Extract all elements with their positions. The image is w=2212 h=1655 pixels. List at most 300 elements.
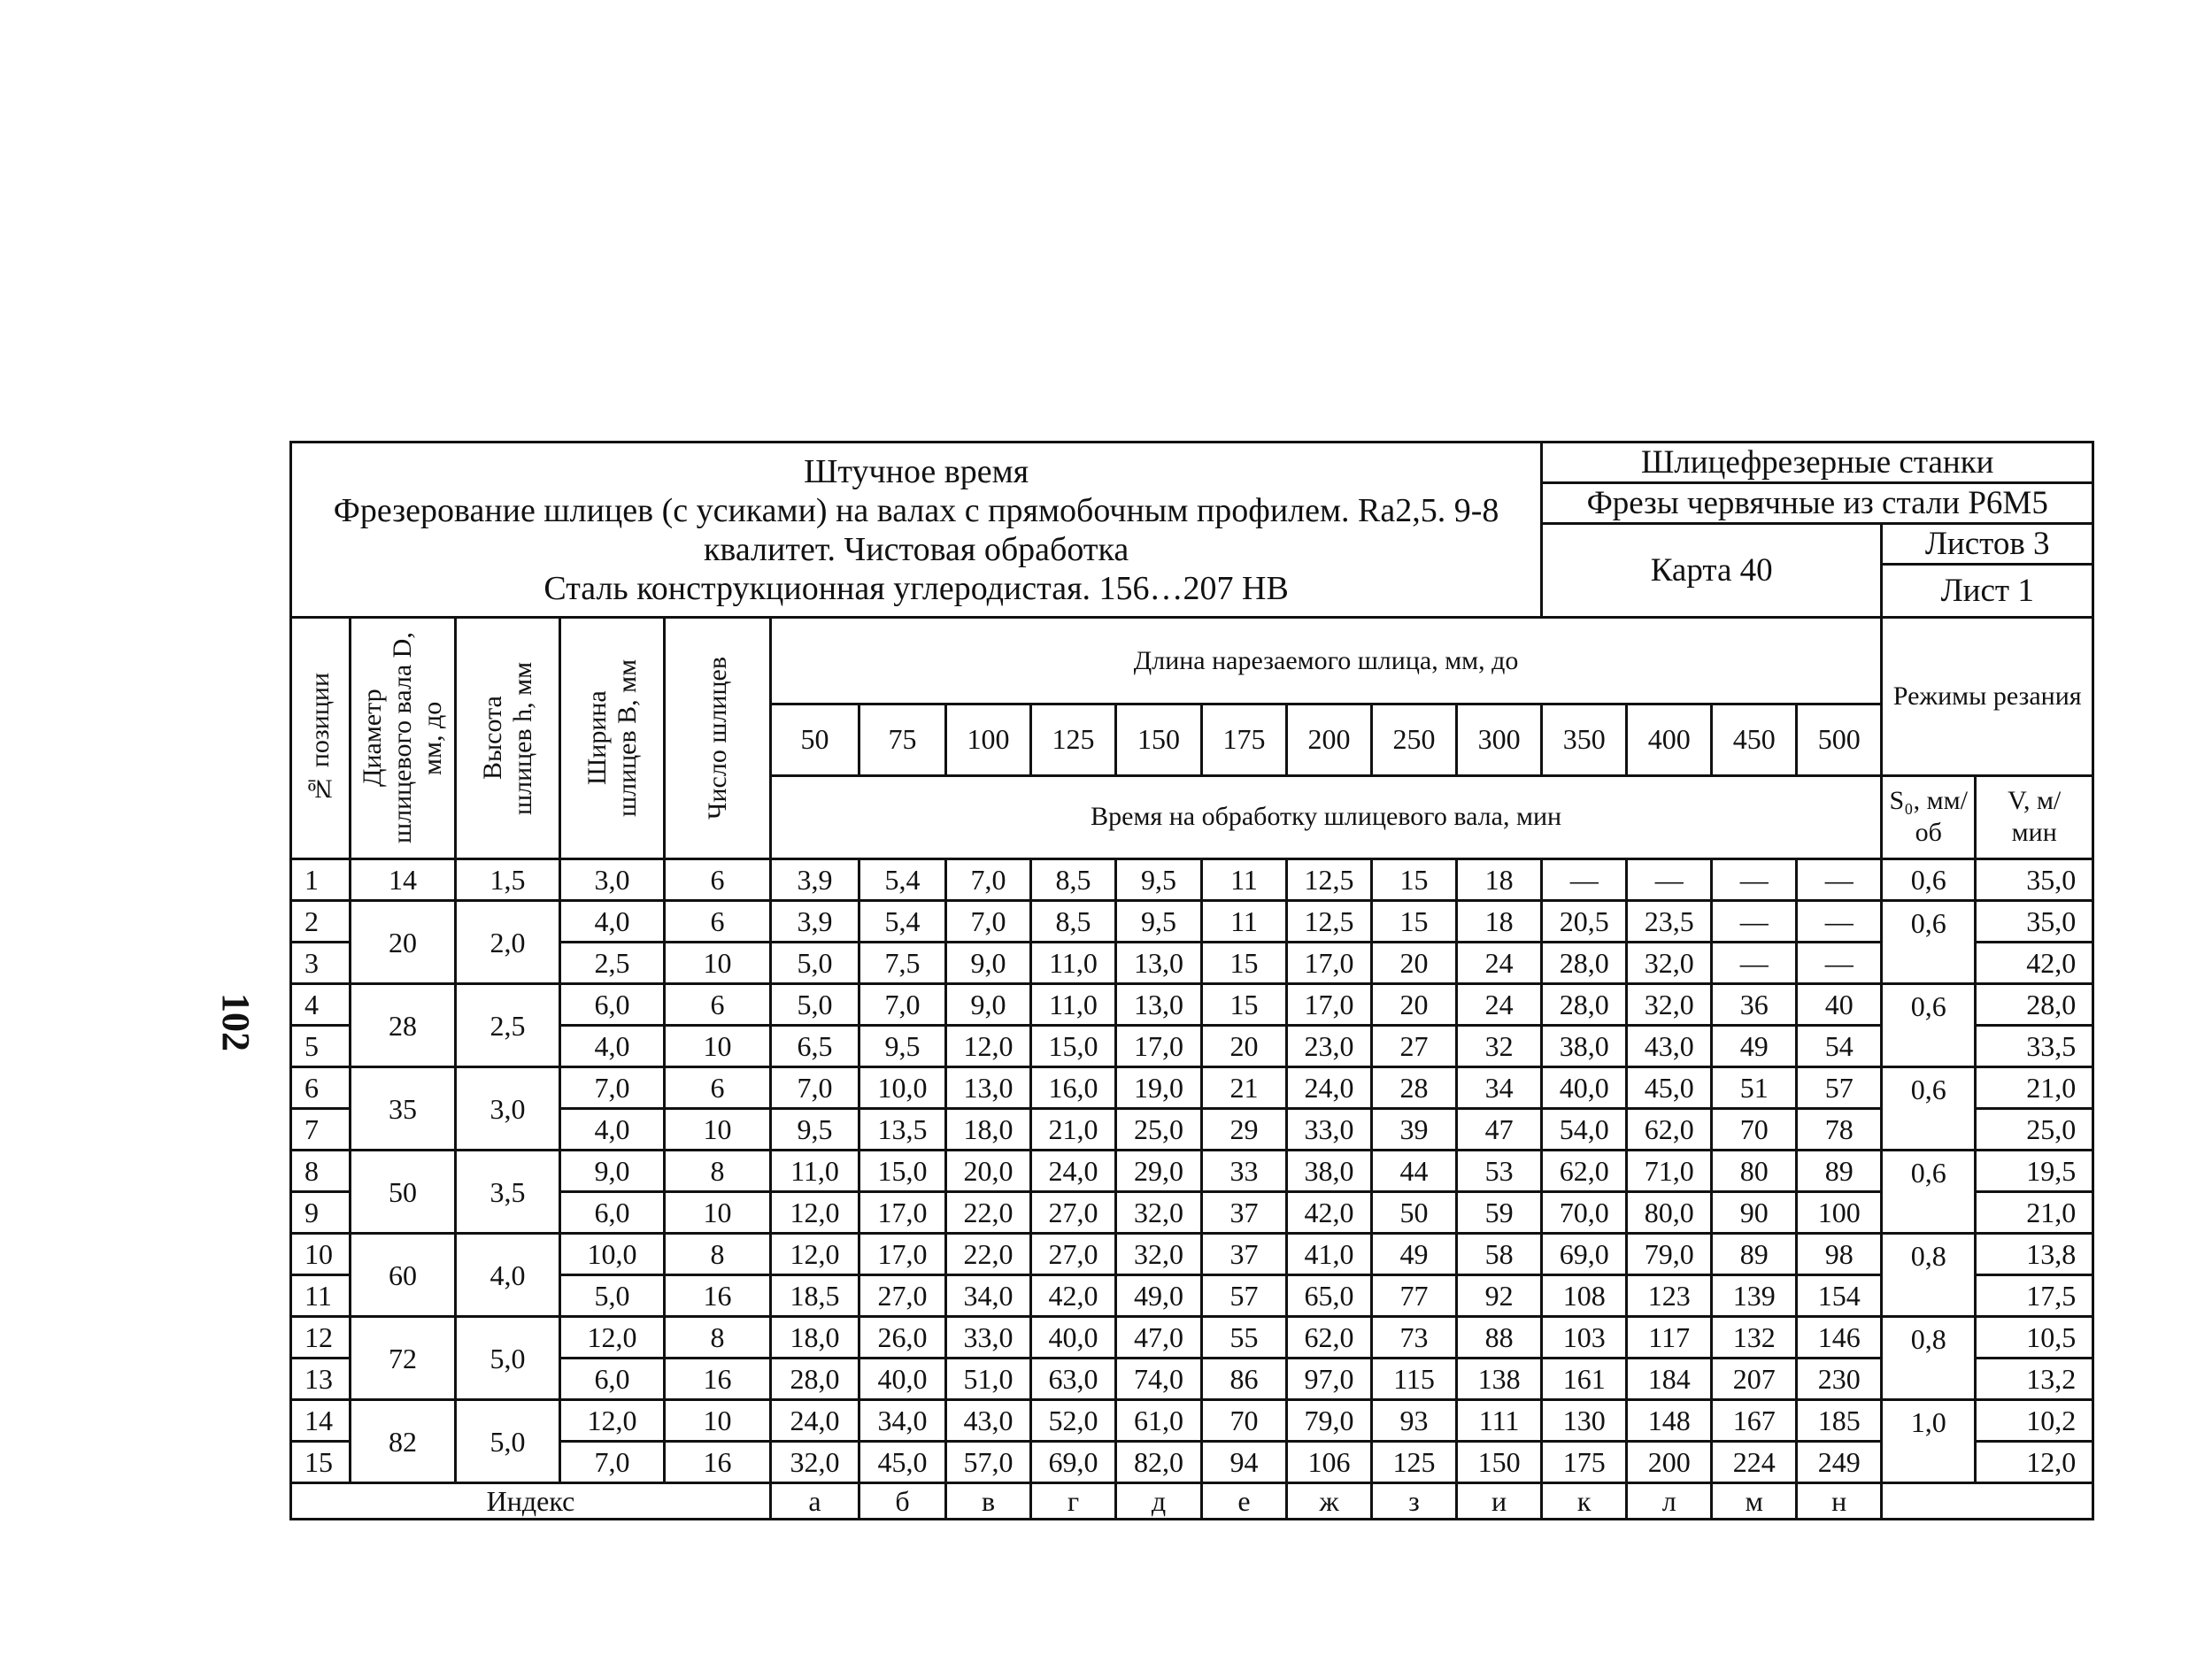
time-cell: 12,5 <box>1287 859 1372 901</box>
position-cell: 11 <box>291 1275 351 1317</box>
time-cell: 138 <box>1457 1359 1542 1400</box>
time-cell: 3,9 <box>771 901 859 943</box>
title-line-1: Штучное время <box>804 452 1029 490</box>
length-value: 250 <box>1372 704 1457 776</box>
time-cell: — <box>1712 943 1797 984</box>
feed-cell: 0,6 <box>1882 1151 1976 1234</box>
time-cell: 7,0 <box>946 859 1031 901</box>
time-cell: 44 <box>1372 1151 1457 1192</box>
card-title-block <box>291 443 1542 618</box>
time-cell: 11,0 <box>771 1151 859 1192</box>
feed-cell: 0,6 <box>1882 1067 1976 1151</box>
time-cell: 15 <box>1202 984 1287 1026</box>
length-value: 500 <box>1797 704 1882 776</box>
time-cell: 43,0 <box>1627 1026 1712 1067</box>
time-cell: 18,5 <box>771 1275 859 1317</box>
time-cell: 54 <box>1797 1026 1882 1067</box>
time-cell: 79,0 <box>1287 1400 1372 1442</box>
table-row <box>291 1359 2093 1400</box>
diameter-cell: 50 <box>351 1151 456 1234</box>
time-cell: 97,0 <box>1287 1359 1372 1400</box>
time-cell: 92 <box>1457 1275 1542 1317</box>
time-cell: 28,0 <box>1542 984 1627 1026</box>
time-cell: 49 <box>1712 1026 1797 1067</box>
table-row <box>291 1317 2093 1359</box>
position-cell: 12 <box>291 1317 351 1359</box>
time-cell: 45,0 <box>1627 1067 1712 1109</box>
time-cell: 24 <box>1457 984 1542 1026</box>
time-cell: 37 <box>1202 1192 1287 1234</box>
time-cell: 32,0 <box>1627 984 1712 1026</box>
time-cell: 28 <box>1372 1067 1457 1109</box>
table-row <box>291 984 2093 1026</box>
time-cell: 63,0 <box>1031 1359 1116 1400</box>
time-cell: 22,0 <box>946 1234 1031 1275</box>
height-cell: 2,0 <box>456 901 560 984</box>
time-cell: 5,4 <box>859 901 946 943</box>
table-row <box>291 1151 2093 1192</box>
time-cell: 23,0 <box>1287 1026 1372 1067</box>
time-cell: 36 <box>1712 984 1797 1026</box>
time-cell: 82,0 <box>1116 1442 1202 1483</box>
count-cell: 6 <box>665 901 771 943</box>
time-cell: 93 <box>1372 1400 1457 1442</box>
index-empty-cell <box>1882 1483 2093 1520</box>
speed-cell: 17,5 <box>1976 1275 2093 1317</box>
count-cell: 8 <box>665 1317 771 1359</box>
time-cell: 7,0 <box>771 1067 859 1109</box>
time-cell: 20,0 <box>946 1151 1031 1192</box>
time-cell: 54,0 <box>1542 1109 1627 1151</box>
time-cell: 3,9 <box>771 859 859 901</box>
col-position-header <box>291 618 351 859</box>
index-letter: а <box>771 1483 859 1520</box>
time-cell: 154 <box>1797 1275 1882 1317</box>
count-cell: 8 <box>665 1151 771 1192</box>
time-cell: — <box>1797 901 1882 943</box>
time-cell: 12,0 <box>771 1192 859 1234</box>
width-cell: 10,0 <box>560 1234 665 1275</box>
length-value: 125 <box>1031 704 1116 776</box>
time-cell: 103 <box>1542 1317 1627 1359</box>
time-cell: 78 <box>1797 1109 1882 1151</box>
time-cell: 20,5 <box>1542 901 1627 943</box>
length-value: 200 <box>1287 704 1372 776</box>
width-cell: 4,0 <box>560 1026 665 1067</box>
count-cell: 16 <box>665 1275 771 1317</box>
time-cell: 16,0 <box>1031 1067 1116 1109</box>
time-cell: 108 <box>1542 1275 1627 1317</box>
time-cell: 9,5 <box>771 1109 859 1151</box>
index-letter: к <box>1542 1483 1627 1520</box>
col-height-label: Высота шлицев h, мм <box>477 661 537 815</box>
width-cell: 6,0 <box>560 1359 665 1400</box>
time-cell: 70 <box>1712 1109 1797 1151</box>
table-row <box>291 1109 2093 1151</box>
width-cell: 4,0 <box>560 901 665 943</box>
length-value: 300 <box>1457 704 1542 776</box>
index-letter: в <box>946 1483 1031 1520</box>
table-row <box>291 1400 2093 1442</box>
time-cell: 40,0 <box>1542 1067 1627 1109</box>
length-value: 100 <box>946 704 1031 776</box>
time-cell: — <box>1797 943 1882 984</box>
col-count-label: Число шлицев <box>702 657 732 820</box>
count-cell: 10 <box>665 1192 771 1234</box>
time-cell: 47 <box>1457 1109 1542 1151</box>
time-cell: 62,0 <box>1627 1109 1712 1151</box>
time-cell: 32,0 <box>771 1442 859 1483</box>
time-cell: — <box>1627 859 1712 901</box>
width-cell: 7,0 <box>560 1067 665 1109</box>
speed-cell: 10,5 <box>1976 1317 2093 1359</box>
time-cell: 7,5 <box>859 943 946 984</box>
time-cell: 11 <box>1202 901 1287 943</box>
time-cell: 80 <box>1712 1151 1797 1192</box>
length-value: 450 <box>1712 704 1797 776</box>
time-cell: 27 <box>1372 1026 1457 1067</box>
time-cell: 20 <box>1202 1026 1287 1067</box>
index-label: Индекс <box>291 1483 771 1520</box>
time-cell: 11,0 <box>1031 984 1116 1026</box>
time-cell: 90 <box>1712 1192 1797 1234</box>
time-cell: 23,5 <box>1627 901 1712 943</box>
time-cell: 13,0 <box>946 1067 1031 1109</box>
speed-cell: 21,0 <box>1976 1067 2093 1109</box>
time-cell: 41,0 <box>1287 1234 1372 1275</box>
table-row <box>291 1026 2093 1067</box>
length-value: 175 <box>1202 704 1287 776</box>
time-cell: 40 <box>1797 984 1882 1026</box>
speed-cell: 35,0 <box>1976 901 2093 943</box>
time-cell: 51 <box>1712 1067 1797 1109</box>
count-cell: 8 <box>665 1234 771 1275</box>
time-cell: 9,0 <box>946 984 1031 1026</box>
position-cell: 9 <box>291 1192 351 1234</box>
time-cell: 52,0 <box>1031 1400 1116 1442</box>
time-cell: 17,0 <box>1287 943 1372 984</box>
time-cell: 17,0 <box>859 1192 946 1234</box>
index-letter: л <box>1627 1483 1712 1520</box>
feed-cell: 0,6 <box>1882 859 1976 901</box>
index-letter: г <box>1031 1483 1116 1520</box>
table-row <box>291 901 2093 943</box>
time-cell: 17,0 <box>1287 984 1372 1026</box>
time-cell: 9,5 <box>859 1026 946 1067</box>
time-cell: 7,0 <box>946 901 1031 943</box>
table-row <box>291 1275 2093 1317</box>
time-cell: 29 <box>1202 1109 1287 1151</box>
table-row <box>291 1067 2093 1109</box>
width-cell: 5,0 <box>560 1275 665 1317</box>
time-cell: 130 <box>1542 1400 1627 1442</box>
time-cell: 28,0 <box>771 1359 859 1400</box>
time-cell: 33,0 <box>1287 1109 1372 1151</box>
time-cell: 53 <box>1457 1151 1542 1192</box>
position-cell: 4 <box>291 984 351 1026</box>
time-cell: 57 <box>1202 1275 1287 1317</box>
count-cell: 16 <box>665 1359 771 1400</box>
count-cell: 10 <box>665 1109 771 1151</box>
width-cell: 6,0 <box>560 984 665 1026</box>
time-cell: 32 <box>1457 1026 1542 1067</box>
length-value: 50 <box>771 704 859 776</box>
time-cell: 9,5 <box>1116 901 1202 943</box>
time-cell: 12,0 <box>946 1026 1031 1067</box>
time-cell: 40,0 <box>1031 1317 1116 1359</box>
diameter-cell: 20 <box>351 901 456 984</box>
time-cell: 42,0 <box>1287 1192 1372 1234</box>
position-cell: 2 <box>291 901 351 943</box>
diameter-cell: 82 <box>351 1400 456 1483</box>
time-cell: 24,0 <box>771 1400 859 1442</box>
card-number: Карта 40 <box>1542 524 1882 618</box>
diameter-cell: 14 <box>351 859 456 901</box>
index-letter: ж <box>1287 1483 1372 1520</box>
position-cell: 1 <box>291 859 351 901</box>
time-cell: 161 <box>1542 1359 1627 1400</box>
table-row <box>291 1192 2093 1234</box>
time-cell: 17,0 <box>1116 1026 1202 1067</box>
sheets-total: Листов 3 <box>1882 524 2093 565</box>
time-cell: 9,0 <box>946 943 1031 984</box>
feed-header: S₀, мм/об <box>1882 775 1976 858</box>
time-cell: 59 <box>1457 1192 1542 1234</box>
speed-cell: 35,0 <box>1976 859 2093 901</box>
time-cell: 88 <box>1457 1317 1542 1359</box>
count-cell: 10 <box>665 1026 771 1067</box>
position-cell: 15 <box>291 1442 351 1483</box>
time-cell: 43,0 <box>946 1400 1031 1442</box>
time-cell: 185 <box>1797 1400 1882 1442</box>
time-cell: 5,0 <box>771 984 859 1026</box>
count-cell: 6 <box>665 1067 771 1109</box>
width-cell: 12,0 <box>560 1317 665 1359</box>
time-cell: 61,0 <box>1116 1400 1202 1442</box>
index-letter: н <box>1797 1483 1882 1520</box>
time-cell: 10,0 <box>859 1067 946 1109</box>
time-cell: 98 <box>1797 1234 1882 1275</box>
time-cell: 47,0 <box>1116 1317 1202 1359</box>
speed-cell: 10,2 <box>1976 1400 2093 1442</box>
speed-cell: 19,5 <box>1976 1151 2093 1192</box>
time-cell: 146 <box>1797 1317 1882 1359</box>
time-cell: — <box>1712 859 1797 901</box>
time-cell: 32,0 <box>1116 1192 1202 1234</box>
table-row <box>291 1234 2093 1275</box>
time-cell: 50 <box>1372 1192 1457 1234</box>
time-cell: 184 <box>1627 1359 1712 1400</box>
feed-cell: 0,8 <box>1882 1234 1976 1317</box>
time-cell: 19,0 <box>1116 1067 1202 1109</box>
page-number: 102 <box>214 993 258 1051</box>
time-cell: 94 <box>1202 1442 1287 1483</box>
time-cell: 207 <box>1712 1359 1797 1400</box>
speed-cell: 12,0 <box>1976 1442 2093 1483</box>
time-cell: 9,5 <box>1116 859 1202 901</box>
time-cell: 20 <box>1372 984 1457 1026</box>
position-cell: 5 <box>291 1026 351 1067</box>
time-cell: 13,0 <box>1116 984 1202 1026</box>
time-cell: 12,0 <box>771 1234 859 1275</box>
machine-type: Шлицефрезерные станки <box>1542 443 2093 483</box>
position-cell: 8 <box>291 1151 351 1192</box>
count-cell: 16 <box>665 1442 771 1483</box>
time-cell: 32,0 <box>1627 943 1712 984</box>
time-cell: 15 <box>1202 943 1287 984</box>
col-diameter-label: Диаметр шлицевого вала D, мм, до <box>358 632 447 844</box>
time-cell: 86 <box>1202 1359 1287 1400</box>
time-header: Время на обработку шлицевого вала, мин <box>771 775 1882 858</box>
time-cell: 73 <box>1372 1317 1457 1359</box>
time-cell: 5,0 <box>771 943 859 984</box>
index-letter: д <box>1116 1483 1202 1520</box>
time-cell: 21 <box>1202 1067 1287 1109</box>
index-letter: и <box>1457 1483 1542 1520</box>
height-cell: 5,0 <box>456 1317 560 1400</box>
diameter-cell: 72 <box>351 1317 456 1400</box>
length-value: 150 <box>1116 704 1202 776</box>
height-cell: 1,5 <box>456 859 560 901</box>
time-cell: 70,0 <box>1542 1192 1627 1234</box>
time-cell: 18 <box>1457 859 1542 901</box>
speed-cell: 13,2 <box>1976 1359 2093 1400</box>
width-cell: 2,5 <box>560 943 665 984</box>
diameter-cell: 60 <box>351 1234 456 1317</box>
sheet-number: Лист 1 <box>1882 565 2093 618</box>
time-cell: 21,0 <box>1031 1109 1116 1151</box>
time-cell: 18 <box>1457 901 1542 943</box>
time-cell: 24 <box>1457 943 1542 984</box>
regimes-header: Режимы резания <box>1882 618 2093 776</box>
feed-cell: 1,0 <box>1882 1400 1976 1483</box>
time-cell: 34 <box>1457 1067 1542 1109</box>
width-cell: 7,0 <box>560 1442 665 1483</box>
length-value: 400 <box>1627 704 1712 776</box>
time-cell: 27,0 <box>1031 1234 1116 1275</box>
time-cell: 34,0 <box>859 1400 946 1442</box>
speed-cell: 21,0 <box>1976 1192 2093 1234</box>
width-cell: 12,0 <box>560 1400 665 1442</box>
time-cell: 51,0 <box>946 1359 1031 1400</box>
height-cell: 2,5 <box>456 984 560 1067</box>
time-cell: 33,0 <box>946 1317 1031 1359</box>
time-cell: 80,0 <box>1627 1192 1712 1234</box>
time-cell: 62,0 <box>1287 1317 1372 1359</box>
position-cell: 6 <box>291 1067 351 1109</box>
time-cell: 69,0 <box>1542 1234 1627 1275</box>
time-cell: — <box>1797 859 1882 901</box>
time-cell: 26,0 <box>859 1317 946 1359</box>
table-row <box>291 943 2093 984</box>
time-cell: 49,0 <box>1116 1275 1202 1317</box>
time-cell: 74,0 <box>1116 1359 1202 1400</box>
time-cell: 148 <box>1627 1400 1712 1442</box>
col-diameter-header <box>351 618 456 859</box>
title-line-3: квалитет. Чистовая обработка <box>703 530 1129 568</box>
col-width-label: Ширина шлицев B, мм <box>582 658 642 818</box>
position-cell: 3 <box>291 943 351 984</box>
feed-cell: 0,8 <box>1882 1317 1976 1400</box>
time-cell: 28,0 <box>1542 943 1627 984</box>
feed-cell: 0,6 <box>1882 984 1976 1067</box>
time-cell: 12,5 <box>1287 901 1372 943</box>
col-height-header <box>456 618 560 859</box>
norm-table <box>289 441 2094 1520</box>
length-value: 350 <box>1542 704 1627 776</box>
time-cell: 132 <box>1712 1317 1797 1359</box>
position-cell: 13 <box>291 1359 351 1400</box>
height-cell: 3,5 <box>456 1151 560 1234</box>
table-row <box>291 1442 2093 1483</box>
time-cell: 57,0 <box>946 1442 1031 1483</box>
time-cell: 15 <box>1372 859 1457 901</box>
time-cell: 49 <box>1372 1234 1457 1275</box>
width-cell: 9,0 <box>560 1151 665 1192</box>
time-cell: 6,5 <box>771 1026 859 1067</box>
time-cell: 70 <box>1202 1400 1287 1442</box>
speed-cell: 28,0 <box>1976 984 2093 1026</box>
count-cell: 6 <box>665 859 771 901</box>
time-cell: 115 <box>1372 1359 1457 1400</box>
speed-cell: 42,0 <box>1976 943 2093 984</box>
count-cell: 6 <box>665 984 771 1026</box>
time-cell: 11,0 <box>1031 943 1116 984</box>
time-cell: 57 <box>1797 1067 1882 1109</box>
time-cell: 11 <box>1202 859 1287 901</box>
time-cell: 38,0 <box>1287 1151 1372 1192</box>
time-cell: 69,0 <box>1031 1442 1116 1483</box>
time-cell: 111 <box>1457 1400 1542 1442</box>
time-cell: 15,0 <box>1031 1026 1116 1067</box>
time-cell: 42,0 <box>1031 1275 1116 1317</box>
time-cell: 20 <box>1372 943 1457 984</box>
time-cell: 38,0 <box>1542 1026 1627 1067</box>
feed-cell: 0,6 <box>1882 901 1976 984</box>
col-width-header <box>560 618 665 859</box>
time-cell: 167 <box>1712 1400 1797 1442</box>
time-cell: 249 <box>1797 1442 1882 1483</box>
width-cell: 6,0 <box>560 1192 665 1234</box>
time-cell: 27,0 <box>1031 1192 1116 1234</box>
speed-cell: 25,0 <box>1976 1109 2093 1151</box>
time-cell: 125 <box>1372 1442 1457 1483</box>
time-cell: 71,0 <box>1627 1151 1712 1192</box>
time-cell: 8,5 <box>1031 901 1116 943</box>
time-cell: 22,0 <box>946 1192 1031 1234</box>
position-cell: 14 <box>291 1400 351 1442</box>
time-cell: 89 <box>1712 1234 1797 1275</box>
time-cell: 77 <box>1372 1275 1457 1317</box>
time-cell: 25,0 <box>1116 1109 1202 1151</box>
norm-card-sheet <box>289 441 2092 1520</box>
speed-cell: 33,5 <box>1976 1026 2093 1067</box>
time-cell: 32,0 <box>1116 1234 1202 1275</box>
time-cell: — <box>1542 859 1627 901</box>
time-cell: 150 <box>1457 1442 1542 1483</box>
col-count-header <box>665 618 771 859</box>
index-letter: з <box>1372 1483 1457 1520</box>
col-position-label: № позиции <box>305 673 335 804</box>
height-cell: 3,0 <box>456 1067 560 1151</box>
width-cell: 4,0 <box>560 1109 665 1151</box>
diameter-cell: 35 <box>351 1067 456 1151</box>
time-cell: 123 <box>1627 1275 1712 1317</box>
time-cell: 27,0 <box>859 1275 946 1317</box>
table-row <box>291 859 2093 901</box>
time-cell: 175 <box>1542 1442 1627 1483</box>
time-cell: 55 <box>1202 1317 1287 1359</box>
